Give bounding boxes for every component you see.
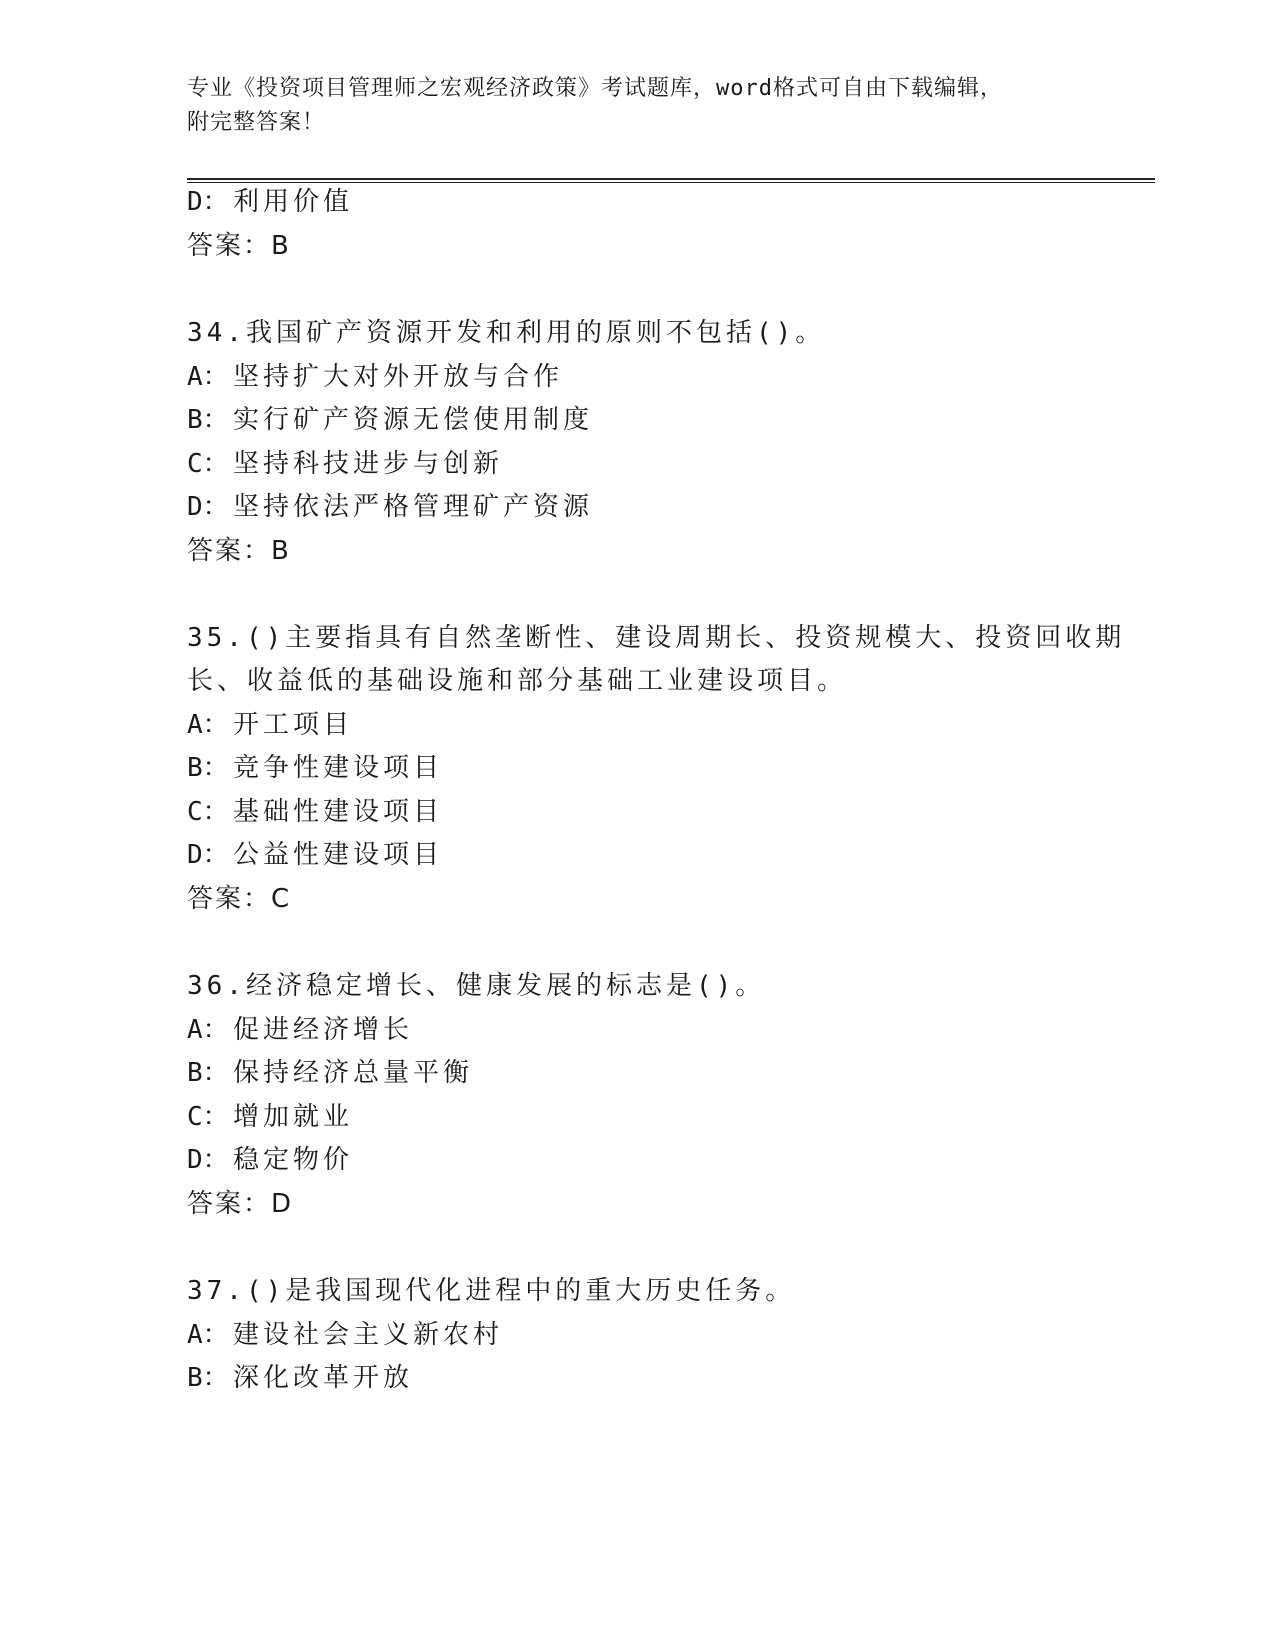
option-a: A： 坚持扩大对外开放与合作 [187,362,564,392]
answer: 答案：B [187,536,291,566]
question-stem-line-1: 35.()主要指具有自然垄断性、建设周期长、投资规模大、投资回收期 [187,623,1126,653]
answer: 答案：B [187,231,291,261]
header-line-1: 专业《投资项目管理师之宏观经济政策》考试题库，word格式可自由下载编辑， [187,76,1003,101]
option-c: C： 增加就业 [187,1102,354,1132]
option-b: B： 保持经济总量平衡 [187,1058,474,1088]
option-a: A： 促进经济增长 [187,1015,414,1045]
option-c: C： 基础性建设项目 [187,797,444,827]
question-stem: 36.经济稳定增长、健康发展的标志是()。 [187,971,766,1001]
option-d: D： 利用价值 [187,187,354,217]
document-page [187,0,1157,1650]
option-d: D： 坚持依法严格管理矿产资源 [187,492,594,522]
answer: 答案：C [187,884,292,914]
header-divider [187,178,1155,183]
option-d: D： 公益性建设项目 [187,840,444,870]
document-header [187,72,1087,140]
header-line-2: 附完整答案！ [187,110,326,135]
option-b: B： 竞争性建设项目 [187,753,444,783]
option-a: A： 建设社会主义新农村 [187,1320,504,1350]
option-b: B： 实行矿产资源无偿使用制度 [187,405,594,435]
question-stem-line-2: 长、收益低的基础设施和部分基础工业建设项目。 [187,666,848,696]
question-stem: 37.()是我国现代化进程中的重大历史任务。 [187,1276,796,1306]
option-c: C： 坚持科技进步与创新 [187,449,504,479]
option-b: B： 深化改革开放 [187,1363,414,1393]
question-stem: 34.我国矿产资源开发和利用的原则不包括()。 [187,318,826,348]
answer: 答案：D [187,1189,294,1219]
option-a: A： 开工项目 [187,710,354,740]
option-d: D： 稳定物价 [187,1145,354,1175]
